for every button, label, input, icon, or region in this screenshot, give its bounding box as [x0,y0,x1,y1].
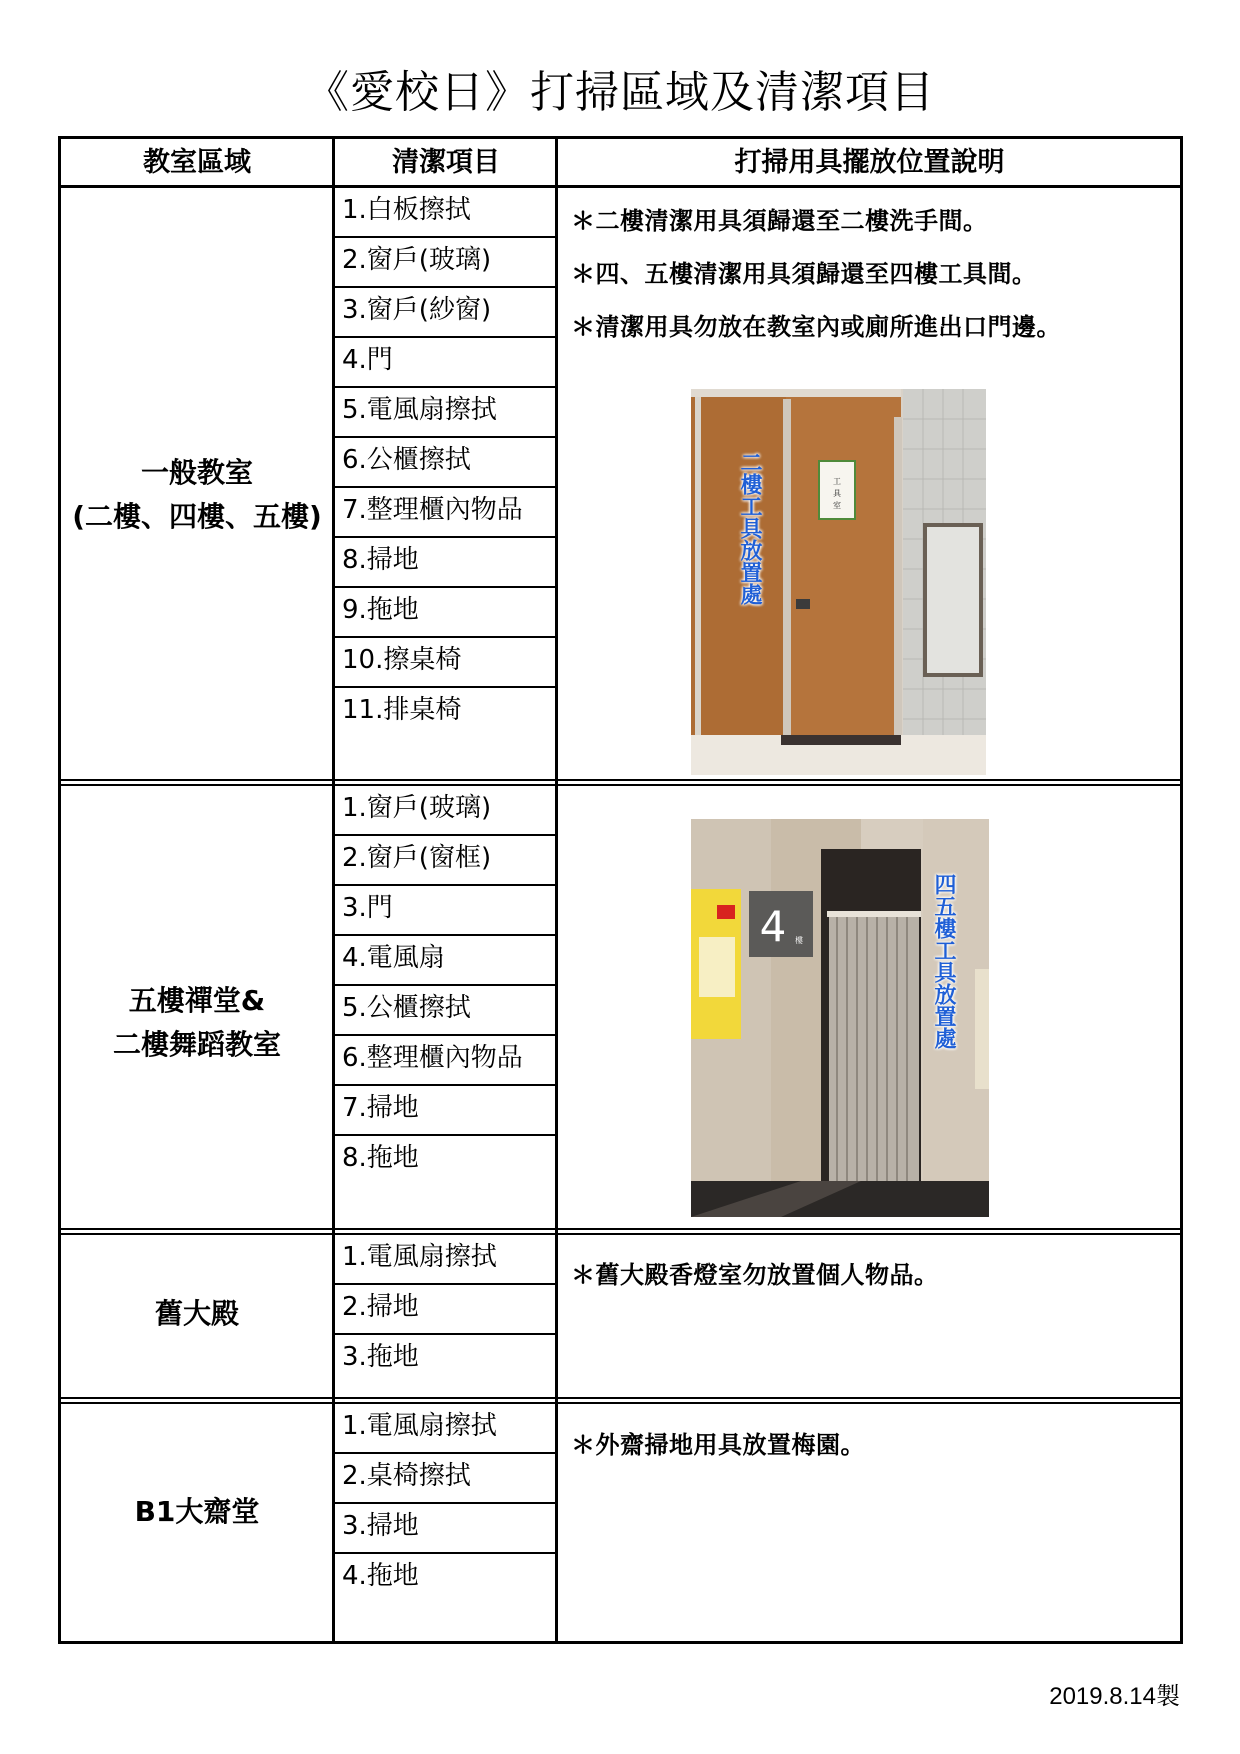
photo-2f-tool-room [691,389,986,775]
footer-date: 2019.8.14製 [1049,1683,1180,1710]
photo-2f-caption-text: 二樓工具放置處 [737,451,762,605]
section-divider [61,779,1180,781]
header-location: 打掃用具擺放位置說明 [734,147,1005,178]
header-items: 清潔項目 [392,147,500,178]
door-sign-text: 工具室 [833,477,841,510]
cleaning-item: 11.排桌椅 [342,695,462,725]
cleaning-item: 3.掃地 [342,1511,419,1541]
note-line: ＊四、五樓清潔用具須歸還至四樓工具間。 [571,260,1037,288]
column-divider [332,139,335,1641]
section-divider [61,1228,1180,1230]
cleaning-item: 8.拖地 [342,1143,419,1173]
note-line: ＊二樓清潔用具須歸還至二樓洗手間。 [571,207,988,235]
cleaning-item: 3.拖地 [342,1342,419,1372]
cleaning-item: 4.門 [342,345,393,375]
photo-4f-caption [927,873,957,1059]
cleaning-item: 10.擦桌椅 [342,645,462,675]
area-meditation-hall [61,979,333,1067]
section-divider [61,1402,1180,1404]
cleaning-item: 4.電風扇 [342,943,445,973]
cleaning-item: 1.白板擦拭 [342,195,471,225]
cleaning-item: 2.窗戶(窗框) [342,843,492,873]
section-divider [61,1233,1180,1235]
area-floors: (二樓、四樓、五樓) [72,500,322,533]
note-line: ＊清潔用具勿放在教室內或廁所進出口門邊。 [571,313,1061,341]
cleaning-item: 3.門 [342,893,393,923]
cleaning-item: 5.公櫃擦拭 [342,993,471,1023]
cleaning-item: 2.窗戶(玻璃) [342,245,492,275]
area-name: B1大齋堂 [134,1495,260,1528]
area-general-classroom [61,451,333,539]
photo-2f-caption [733,451,763,615]
floor-number-text: 4 [759,902,787,951]
area-name-line2: 二樓舞蹈教室 [112,1028,281,1061]
cleaning-item: 8.掃地 [342,545,419,575]
cleaning-item: 7.整理櫃內物品 [342,495,523,525]
cleaning-item: 4.拖地 [342,1561,419,1591]
cleaning-item: 3.窗戶(紗窗) [342,295,492,325]
area-name: 舊大殿 [154,1297,239,1330]
cleaning-item: 6.整理櫃內物品 [342,1043,523,1073]
area-b1-dining-hall [61,1490,333,1534]
area-name: 五樓禪堂& [128,984,266,1017]
cleaning-item: 2.桌椅擦拭 [342,1461,471,1491]
cleaning-item: 2.掃地 [342,1292,419,1322]
header-divider [61,185,1180,188]
area-old-hall [61,1292,333,1336]
floor-suffix-text: 樓 [795,936,803,945]
photo-4f-caption-text: 四五樓工具放置處 [931,873,956,1049]
cleaning-item: 1.窗戶(玻璃) [342,793,492,823]
photo-4f-5f-tool-room [691,819,989,1217]
cleaning-item: 1.電風扇擦拭 [342,1411,497,1441]
note-old-hall: ＊舊大殿香燈室勿放置個人物品。 [571,1261,939,1289]
section-divider [61,1397,1180,1399]
cleaning-item: 7.掃地 [342,1093,419,1123]
note-b1: ＊外齋掃地用具放置梅園。 [571,1431,865,1459]
page-title: 《愛校日》打掃區域及清潔項目 [305,67,935,118]
cleaning-item: 9.拖地 [342,595,419,625]
cleaning-item: 5.電風扇擦拭 [342,395,497,425]
header-area: 教室區域 [143,147,251,178]
cleaning-item: 6.公櫃擦拭 [342,445,471,475]
area-name: 一般教室 [140,456,253,489]
section-divider [61,784,1180,786]
cleaning-table [58,136,1183,1644]
cleaning-item: 1.電風扇擦拭 [342,1242,497,1272]
